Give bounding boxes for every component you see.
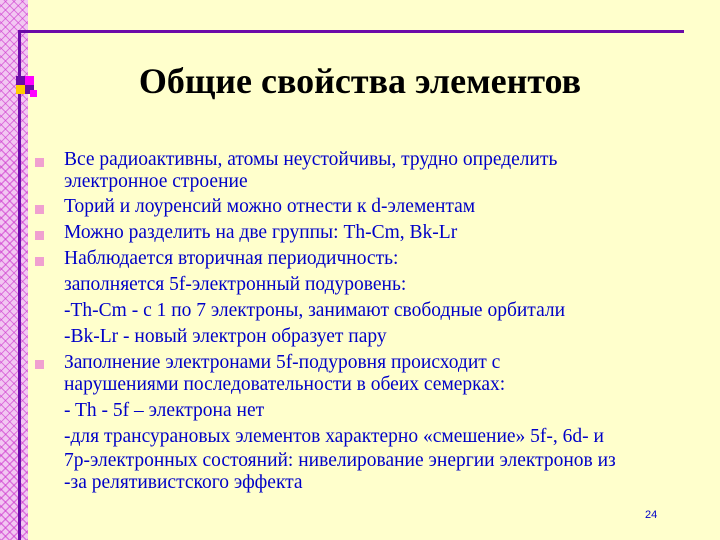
text-line: - Th - 5f – электрона нет <box>64 400 265 421</box>
bullet-marker-icon <box>35 205 44 214</box>
text-line: Можно разделить на две группы: Th-Cm, Bk-Lr <box>64 222 458 243</box>
text-line: -для трансурановых элементов характерно «смешение» 5f-, 6d- и <box>64 426 604 447</box>
text-line: Все радиоактивны, атомы неустойчивы, трудно определить <box>64 149 558 170</box>
bullet-marker-icon <box>35 158 44 167</box>
text-line: 7p-электронных состояний: нивелирование энергии электронов из <box>64 450 616 471</box>
text-line: Торий и лоуренсий можно отнести к d-элементам <box>64 196 476 217</box>
bullet-marker-icon <box>35 360 44 369</box>
page-number: 24 <box>645 509 658 521</box>
text-line: заполняется 5f-электронный подуровень: <box>64 274 407 295</box>
top-divider-line <box>18 30 684 33</box>
text-line: Наблюдается вторичная периодичность: <box>64 248 399 269</box>
text-line: электронное строение <box>64 171 248 192</box>
bullet-marker-icon <box>35 231 44 240</box>
text-line: -Bk-Lr - новый электрон образует пару <box>64 326 387 347</box>
text-line: Заполнение электронами 5f-подуровня происходит с <box>64 352 501 373</box>
left-divider-line <box>18 30 21 540</box>
bullet-marker-icon <box>35 257 44 266</box>
text-line: -за релятивистского эффекта <box>64 472 303 493</box>
slide-title: Общие свойства элементов <box>138 61 582 101</box>
text-line: нарушениями последовательности в обеих семерках: <box>64 374 506 395</box>
text-line: -Th-Cm - с 1 по 7 электроны, занимают свободные орбитали <box>64 300 566 321</box>
squares-logo-icon <box>16 76 40 100</box>
